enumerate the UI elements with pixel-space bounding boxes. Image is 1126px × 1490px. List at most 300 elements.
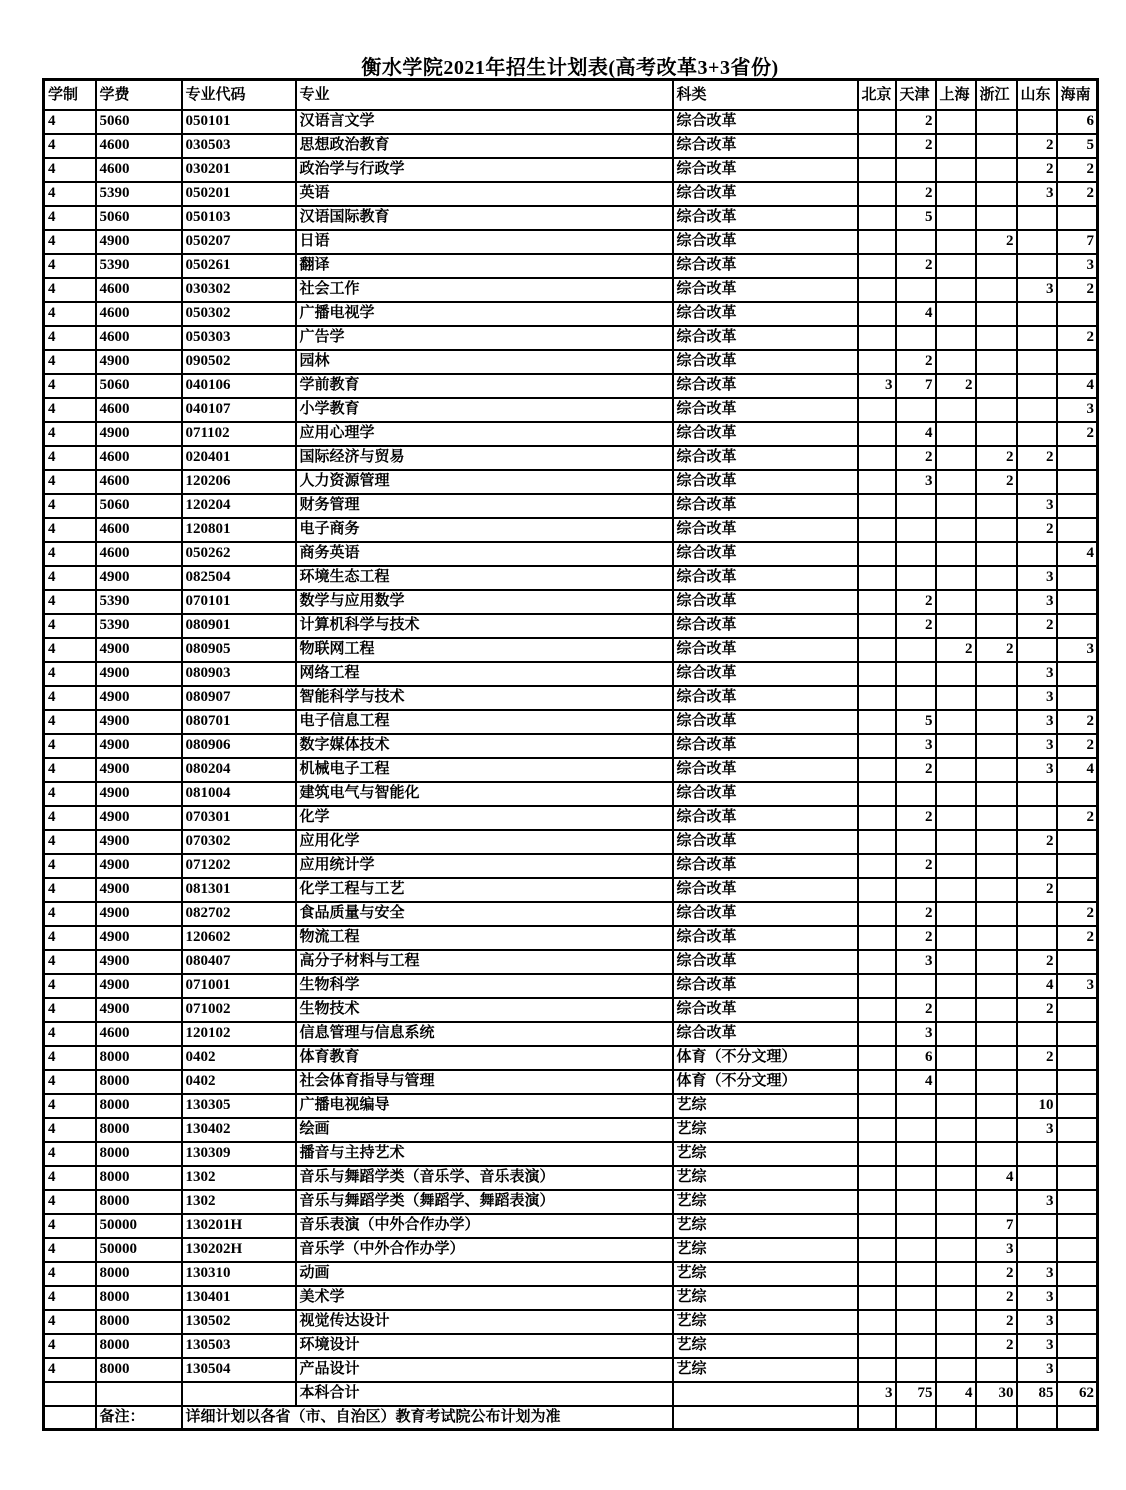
cell-major: 社会体育指导与管理 — [296, 1070, 673, 1094]
cell-beijing — [858, 950, 896, 974]
cell-major: 生物技术 — [296, 998, 673, 1022]
cell-shandong — [1017, 542, 1057, 566]
cell-hainan — [1057, 566, 1098, 590]
cell-fee: 50000 — [96, 1214, 182, 1238]
cell-beijing: 3 — [858, 374, 896, 398]
table-row — [44, 566, 1098, 590]
cell-hainan — [1057, 494, 1098, 518]
cell-zhejiang — [976, 806, 1017, 830]
cell-fee: 8000 — [96, 1166, 182, 1190]
cell-shanghai: 2 — [936, 638, 976, 662]
cell-beijing — [858, 638, 896, 662]
cell-shanghai — [936, 302, 976, 326]
table-row — [44, 806, 1098, 830]
cell-hainan: 2 — [1057, 926, 1098, 950]
cell-shandong: 3 — [1017, 1334, 1057, 1358]
cell-duration: 4 — [44, 758, 96, 782]
cell-fee: 4900 — [96, 974, 182, 998]
cell-duration: 4 — [44, 1358, 96, 1382]
cell-code: 080905 — [182, 638, 296, 662]
cell-zhejiang: 2 — [976, 1310, 1017, 1334]
cell-zhejiang — [976, 710, 1017, 734]
cell-code: 030201 — [182, 158, 296, 182]
cell-fee: 5060 — [96, 110, 182, 134]
cell-code: 050207 — [182, 230, 296, 254]
cell-shanghai — [936, 1190, 976, 1214]
cell-major: 应用化学 — [296, 830, 673, 854]
cell-major: 计算机科学与技术 — [296, 614, 673, 638]
cell-duration: 4 — [44, 1214, 96, 1238]
cell-tianjin: 3 — [896, 950, 936, 974]
cell-shandong: 3 — [1017, 662, 1057, 686]
cell-tianjin — [896, 878, 936, 902]
table-row — [44, 398, 1098, 422]
table-row — [44, 470, 1098, 494]
table-row — [44, 182, 1098, 206]
cell-major: 信息管理与信息系统 — [296, 1022, 673, 1046]
cell-shanghai — [936, 494, 976, 518]
cell-fee: 4900 — [96, 878, 182, 902]
cell-duration: 4 — [44, 206, 96, 230]
cell-shandong — [1017, 926, 1057, 950]
cell-zhejiang — [976, 1118, 1017, 1142]
cell-tianjin: 2 — [896, 110, 936, 134]
cell-hainan: 2 — [1057, 710, 1098, 734]
cell-code: 082702 — [182, 902, 296, 926]
cell-code: 080903 — [182, 662, 296, 686]
cell-category: 综合改革 — [673, 878, 858, 902]
cell-category: 综合改革 — [673, 374, 858, 398]
table-row — [44, 902, 1098, 926]
cell-duration: 4 — [44, 230, 96, 254]
table-row — [44, 518, 1098, 542]
cell-beijing — [858, 1238, 896, 1262]
cell-category: 综合改革 — [673, 494, 858, 518]
table-row — [44, 686, 1098, 710]
cell-tianjin: 2 — [896, 854, 936, 878]
cell-beijing — [858, 350, 896, 374]
cell-major: 数字媒体技术 — [296, 734, 673, 758]
cell-major: 电子商务 — [296, 518, 673, 542]
column-header: 天津 — [896, 80, 936, 110]
cell-hainan — [1057, 1094, 1098, 1118]
remark-row — [44, 1406, 1098, 1430]
cell-shandong: 2 — [1017, 878, 1057, 902]
cell-major: 政治学与行政学 — [296, 158, 673, 182]
cell-hainan: 3 — [1057, 974, 1098, 998]
column-header: 学制 — [44, 80, 96, 110]
cell-tianjin — [896, 1334, 936, 1358]
cell-major: 产品设计 — [296, 1358, 673, 1382]
table-row — [44, 1142, 1098, 1166]
cell-zhejiang: 2 — [976, 1286, 1017, 1310]
cell-shanghai — [936, 1358, 976, 1382]
cell-category: 艺综 — [673, 1094, 858, 1118]
table-row — [44, 134, 1098, 158]
table-row — [44, 662, 1098, 686]
cell-zhejiang — [976, 830, 1017, 854]
cell-fee: 4600 — [96, 518, 182, 542]
page-title: 衡水学院2021年招生计划表(高考改革3+3省份) — [361, 57, 779, 79]
cell-code: 0402 — [182, 1046, 296, 1070]
table-row — [44, 1166, 1098, 1190]
cell-shandong — [1017, 782, 1057, 806]
cell-zhejiang — [976, 1046, 1017, 1070]
cell-tianjin: 2 — [896, 134, 936, 158]
cell-code: 090502 — [182, 350, 296, 374]
cell-shanghai — [936, 1334, 976, 1358]
cell-duration: 4 — [44, 1046, 96, 1070]
cell-shandong: 2 — [1017, 614, 1057, 638]
cell-category: 综合改革 — [673, 830, 858, 854]
cell-zhejiang — [976, 782, 1017, 806]
cell-shandong — [1017, 374, 1057, 398]
cell-category: 综合改革 — [673, 326, 858, 350]
cell-shandong: 3 — [1017, 734, 1057, 758]
cell-duration: 4 — [44, 1022, 96, 1046]
cell-hainan — [1057, 782, 1098, 806]
cell-fee: 5390 — [96, 254, 182, 278]
cell-shanghai — [936, 830, 976, 854]
cell-code — [182, 1382, 296, 1406]
cell-tianjin — [896, 974, 936, 998]
cell-fee — [96, 1382, 182, 1406]
cell-hainan — [1057, 1358, 1098, 1382]
cell-beijing — [858, 974, 896, 998]
cell-duration: 4 — [44, 542, 96, 566]
cell-shandong — [1017, 1022, 1057, 1046]
cell-hainan — [1057, 1022, 1098, 1046]
cell-zhejiang — [976, 134, 1017, 158]
cell-category: 综合改革 — [673, 182, 858, 206]
cell-shandong: 3 — [1017, 1358, 1057, 1382]
cell-category: 综合改革 — [673, 974, 858, 998]
table-row — [44, 230, 1098, 254]
cell-code: 130309 — [182, 1142, 296, 1166]
cell-duration: 4 — [44, 1094, 96, 1118]
cell-hainan — [1057, 1262, 1098, 1286]
cell-hainan — [1057, 1286, 1098, 1310]
cell-beijing — [858, 1358, 896, 1382]
cell-fee: 8000 — [96, 1190, 182, 1214]
cell-fee: 4900 — [96, 686, 182, 710]
cell-fee: 4900 — [96, 638, 182, 662]
cell-tianjin — [896, 1094, 936, 1118]
cell-duration: 4 — [44, 374, 96, 398]
cell-fee: 4900 — [96, 830, 182, 854]
cell-duration: 4 — [44, 134, 96, 158]
cell-beijing — [858, 758, 896, 782]
cell-fee: 5390 — [96, 614, 182, 638]
cell-major: 音乐表演（中外合作办学） — [296, 1214, 673, 1238]
cell-beijing — [858, 998, 896, 1022]
table-row — [44, 1334, 1098, 1358]
cell-zhejiang — [976, 854, 1017, 878]
cell-shandong: 3 — [1017, 758, 1057, 782]
cell-major: 数学与应用数学 — [296, 590, 673, 614]
column-header: 专业 — [296, 80, 673, 110]
cell-category: 综合改革 — [673, 158, 858, 182]
cell-zhejiang — [976, 326, 1017, 350]
cell-code: 081004 — [182, 782, 296, 806]
cell-category: 综合改革 — [673, 734, 858, 758]
table-row — [44, 1190, 1098, 1214]
cell-shandong: 2 — [1017, 950, 1057, 974]
cell-zhejiang — [976, 686, 1017, 710]
cell-category: 综合改革 — [673, 230, 858, 254]
cell-duration: 4 — [44, 1190, 96, 1214]
table-row — [44, 446, 1098, 470]
table-row — [44, 422, 1098, 446]
cell-major: 小学教育 — [296, 398, 673, 422]
cell-zhejiang — [976, 1022, 1017, 1046]
cell-major: 音乐学（中外合作办学） — [296, 1238, 673, 1262]
cell-zhejiang — [976, 1406, 1017, 1430]
cell-duration: 4 — [44, 302, 96, 326]
cell-shanghai — [936, 950, 976, 974]
column-header: 浙江 — [976, 80, 1017, 110]
cell-category: 综合改革 — [673, 110, 858, 134]
cell-beijing — [858, 926, 896, 950]
cell-hainan — [1057, 1070, 1098, 1094]
cell-duration: 4 — [44, 926, 96, 950]
cell-category: 综合改革 — [673, 614, 858, 638]
cell-code: 130502 — [182, 1310, 296, 1334]
table-row — [44, 1046, 1098, 1070]
cell-code: 120206 — [182, 470, 296, 494]
table-row — [44, 1118, 1098, 1142]
cell-hainan — [1057, 1334, 1098, 1358]
cell-code: 130305 — [182, 1094, 296, 1118]
cell-duration: 4 — [44, 974, 96, 998]
cell-hainan — [1057, 950, 1098, 974]
cell-zhejiang — [976, 614, 1017, 638]
cell-shandong: 3 — [1017, 1118, 1057, 1142]
cell-major: 应用统计学 — [296, 854, 673, 878]
cell-zhejiang — [976, 974, 1017, 998]
cell-zhejiang — [976, 950, 1017, 974]
cell-zhejiang: 2 — [976, 230, 1017, 254]
cell-duration: 4 — [44, 1262, 96, 1286]
cell-hainan — [1057, 590, 1098, 614]
cell-major: 翻译 — [296, 254, 673, 278]
cell-duration: 4 — [44, 326, 96, 350]
cell-tianjin: 2 — [896, 902, 936, 926]
cell-code: 0402 — [182, 1070, 296, 1094]
cell-fee: 4900 — [96, 710, 182, 734]
cell-major: 广播电视学 — [296, 302, 673, 326]
cell-major: 生物科学 — [296, 974, 673, 998]
cell-shanghai — [936, 470, 976, 494]
cell-tianjin — [896, 326, 936, 350]
cell-tianjin: 6 — [896, 1046, 936, 1070]
cell-duration: 4 — [44, 1166, 96, 1190]
table-row — [44, 302, 1098, 326]
cell-fee: 4600 — [96, 542, 182, 566]
cell-duration: 4 — [44, 446, 96, 470]
cell-beijing — [858, 1118, 896, 1142]
cell-zhejiang — [976, 422, 1017, 446]
cell-beijing — [858, 158, 896, 182]
cell-fee: 8000 — [96, 1286, 182, 1310]
cell-shandong: 3 — [1017, 1310, 1057, 1334]
cell-zhejiang — [976, 1070, 1017, 1094]
cell-zhejiang — [976, 926, 1017, 950]
cell-hainan: 4 — [1057, 374, 1098, 398]
cell-hainan — [1057, 998, 1098, 1022]
cell-category: 综合改革 — [673, 278, 858, 302]
cell-zhejiang — [976, 374, 1017, 398]
cell-major: 音乐与舞蹈学类（舞蹈学、舞蹈表演） — [296, 1190, 673, 1214]
cell-major: 汉语言文学 — [296, 110, 673, 134]
cell-major: 网络工程 — [296, 662, 673, 686]
cell-hainan — [1057, 1046, 1098, 1070]
cell-category: 综合改革 — [673, 398, 858, 422]
cell-hainan: 5 — [1057, 134, 1098, 158]
cell-beijing — [858, 230, 896, 254]
cell-major: 国际经济与贸易 — [296, 446, 673, 470]
cell-tianjin — [896, 1310, 936, 1334]
cell-code: 050302 — [182, 302, 296, 326]
cell-zhejiang — [976, 1094, 1017, 1118]
cell-shandong — [1017, 470, 1057, 494]
cell-duration: 4 — [44, 1118, 96, 1142]
cell-major: 人力资源管理 — [296, 470, 673, 494]
cell-tianjin — [896, 1142, 936, 1166]
cell-category: 综合改革 — [673, 1022, 858, 1046]
cell-code: 070101 — [182, 590, 296, 614]
cell-tianjin — [896, 278, 936, 302]
table-row — [44, 158, 1098, 182]
cell-beijing — [858, 1334, 896, 1358]
table-row — [44, 1262, 1098, 1286]
cell-major: 学前教育 — [296, 374, 673, 398]
cell-shandong: 3 — [1017, 1262, 1057, 1286]
cell-category: 艺综 — [673, 1142, 858, 1166]
cell-duration: 4 — [44, 182, 96, 206]
cell-beijing — [858, 1214, 896, 1238]
cell-zhejiang — [976, 206, 1017, 230]
cell-duration: 4 — [44, 590, 96, 614]
cell-shandong — [1017, 854, 1057, 878]
cell-duration: 4 — [44, 158, 96, 182]
column-header: 北京 — [858, 80, 896, 110]
cell-shandong: 2 — [1017, 1046, 1057, 1070]
cell-tianjin — [896, 542, 936, 566]
cell-shanghai — [936, 566, 976, 590]
cell-zhejiang — [976, 182, 1017, 206]
cell-tianjin — [896, 1190, 936, 1214]
cell-major: 环境设计 — [296, 1334, 673, 1358]
cell-shandong — [1017, 422, 1057, 446]
cell-hainan — [1057, 206, 1098, 230]
cell-category: 综合改革 — [673, 950, 858, 974]
cell-shandong — [1017, 1142, 1057, 1166]
cell-beijing — [858, 710, 896, 734]
cell-major: 应用心理学 — [296, 422, 673, 446]
cell-beijing — [858, 734, 896, 758]
cell-tianjin: 5 — [896, 710, 936, 734]
cell-hainan — [1057, 1310, 1098, 1334]
cell-code: 040107 — [182, 398, 296, 422]
cell-beijing — [858, 278, 896, 302]
cell-major: 汉语国际教育 — [296, 206, 673, 230]
cell-code: 130201H — [182, 1214, 296, 1238]
cell-beijing — [858, 518, 896, 542]
cell-beijing — [858, 590, 896, 614]
cell-duration: 4 — [44, 110, 96, 134]
cell-shandong — [1017, 206, 1057, 230]
cell-duration: 4 — [44, 1238, 96, 1262]
table-row — [44, 254, 1098, 278]
cell-tianjin: 2 — [896, 758, 936, 782]
cell-shandong: 3 — [1017, 182, 1057, 206]
cell-major: 美术学 — [296, 1286, 673, 1310]
cell-hainan — [1057, 518, 1098, 542]
cell-major: 音乐与舞蹈学类（音乐学、音乐表演） — [296, 1166, 673, 1190]
cell-hainan — [1057, 686, 1098, 710]
cell-hainan — [1057, 1406, 1098, 1430]
cell-zhejiang — [976, 518, 1017, 542]
cell-code: 120204 — [182, 494, 296, 518]
cell-category: 综合改革 — [673, 422, 858, 446]
cell-fee: 5060 — [96, 206, 182, 230]
cell-shanghai — [936, 278, 976, 302]
cell-code: 080204 — [182, 758, 296, 782]
cell-code: 080906 — [182, 734, 296, 758]
cell-category: 艺综 — [673, 1214, 858, 1238]
cell-shandong — [1017, 230, 1057, 254]
cell-hainan: 2 — [1057, 422, 1098, 446]
cell-shandong: 4 — [1017, 974, 1057, 998]
cell-shandong: 85 — [1017, 1382, 1057, 1406]
cell-beijing — [858, 206, 896, 230]
cell-category: 综合改革 — [673, 446, 858, 470]
cell-hainan — [1057, 302, 1098, 326]
table-row — [44, 1358, 1098, 1382]
cell-shanghai — [936, 974, 976, 998]
cell-category: 综合改革 — [673, 350, 858, 374]
cell-shanghai — [936, 158, 976, 182]
cell-shanghai — [936, 926, 976, 950]
cell-duration: 4 — [44, 1286, 96, 1310]
cell-shanghai — [936, 734, 976, 758]
cell-category: 综合改革 — [673, 134, 858, 158]
cell-category: 艺综 — [673, 1310, 858, 1334]
cell-beijing — [858, 1046, 896, 1070]
cell-shanghai — [936, 1286, 976, 1310]
cell-beijing — [858, 326, 896, 350]
cell-category: 综合改革 — [673, 662, 858, 686]
cell-major: 视觉传达设计 — [296, 1310, 673, 1334]
cell-major: 高分子材料与工程 — [296, 950, 673, 974]
cell-category: 艺综 — [673, 1334, 858, 1358]
cell-fee: 4900 — [96, 782, 182, 806]
cell-shanghai — [936, 1070, 976, 1094]
cell-tianjin — [896, 494, 936, 518]
cell-fee: 8000 — [96, 1142, 182, 1166]
cell-major: 环境生态工程 — [296, 566, 673, 590]
cell-fee: 8000 — [96, 1094, 182, 1118]
cell-zhejiang — [976, 662, 1017, 686]
cell-fee: 4900 — [96, 854, 182, 878]
table-row — [44, 1310, 1098, 1334]
cell-category: 综合改革 — [673, 254, 858, 278]
cell-zhejiang: 2 — [976, 638, 1017, 662]
cell-shandong — [1017, 1406, 1057, 1430]
cell-hainan — [1057, 1166, 1098, 1190]
cell-shanghai — [936, 1142, 976, 1166]
